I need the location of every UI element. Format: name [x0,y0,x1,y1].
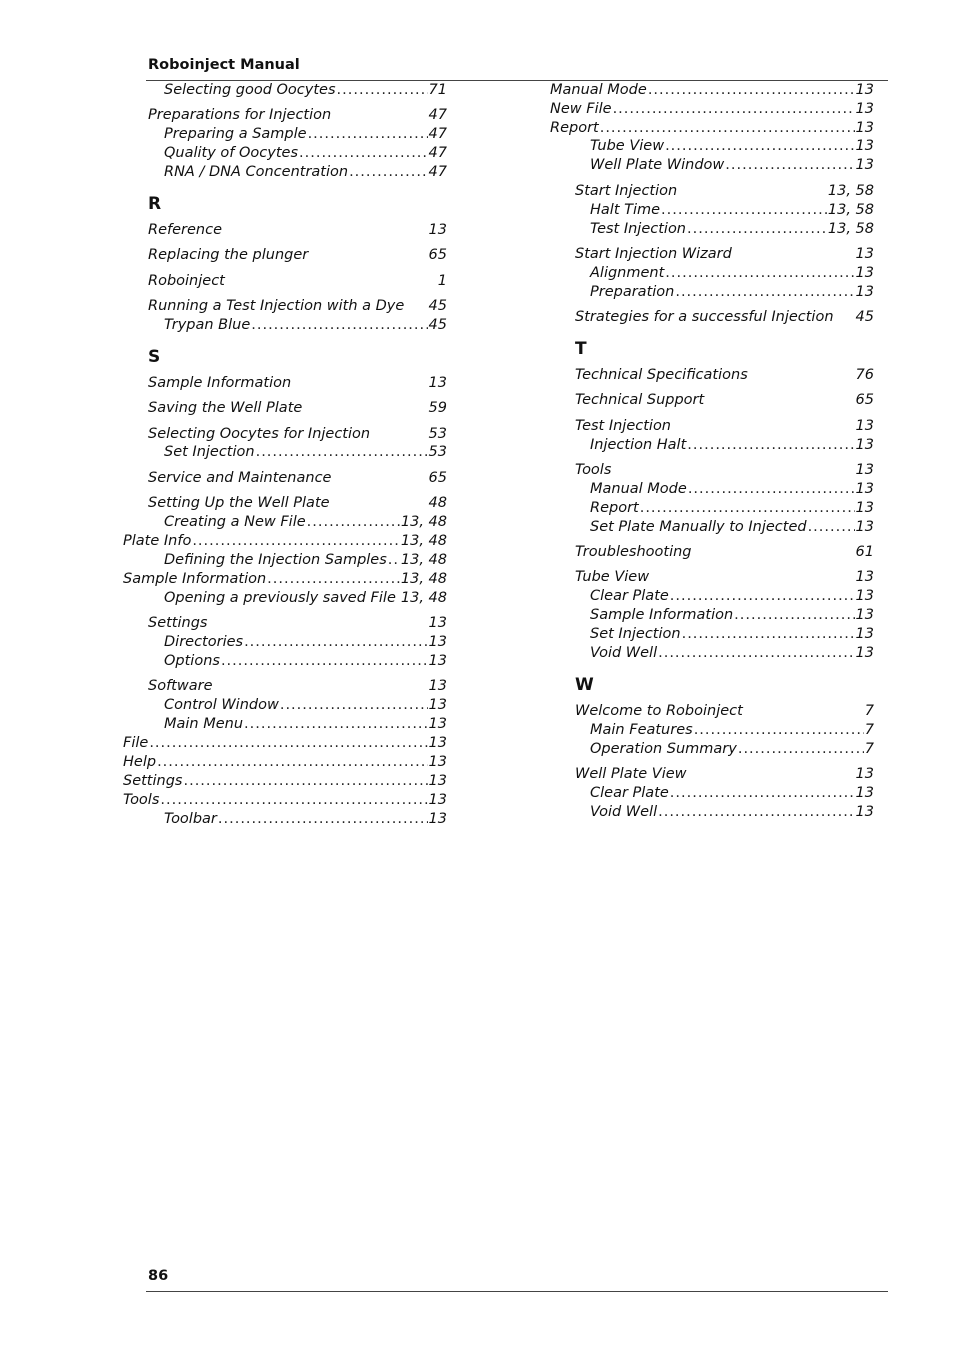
index-entry-set-plate-manually-to-injected [590,518,874,537]
index-entry-page: 65 [855,392,874,408]
index-entry-page: 13, 48 [400,533,447,549]
dot-leader [267,570,400,589]
dot-leader [725,156,854,175]
index-entry-tube-view [590,137,874,156]
dot-leader [665,264,854,283]
index-entry-manual-mode [590,480,874,499]
index-entry-label: Saving the Well Plate [148,400,303,416]
index-entry-label: Tube View [575,569,650,585]
index-entry-tools [575,461,874,480]
dot-leader [256,443,428,462]
index-entry-defining-the-injection-samples [164,551,447,570]
index-entry-injection-halt [590,436,874,455]
dot-leader [221,652,428,671]
index-entry-well-plate-window [590,156,874,175]
index-entry-label: Roboinject [148,273,225,289]
index-entry-label: Well Plate Window [590,157,725,173]
index-entry-page: 13, 58 [827,202,874,218]
index-entry-page: 13 [855,462,874,478]
index-entry-saving-the-well-plate [148,399,447,418]
index-entry-start-injection-wizard [575,245,874,264]
index-entry-page: 13 [855,101,874,117]
dot-leader [658,803,854,822]
dot-leader [337,81,428,100]
index-entry-label: Settings [123,773,183,789]
index-entry-label: Preparations for Injection [148,107,332,123]
index-entry-well-plate-view [575,765,874,784]
index-entry-page: 13, 48 [400,552,447,568]
dot-leader [665,137,854,156]
index-entry-page: 13 [855,481,874,497]
index-entry-page: 76 [855,367,874,383]
dot-leader [600,119,855,138]
index-entry-label: Tube View [590,138,665,154]
index-entry-label: Creating a New File [164,514,306,530]
dot-leader [661,201,827,220]
index-entry-main-features [590,721,874,740]
dot-leader [648,81,855,100]
index-entry-label: Opening a previously saved File [164,590,396,606]
dot-leader [613,100,855,119]
index-entry-page: 13 [855,138,874,154]
index-entry-alignment [590,264,874,283]
index-letter-heading: R [148,194,162,214]
index-entry-label: Replacing the plunger [148,247,309,263]
index-letter-heading: T [575,339,587,359]
dot-leader [734,606,854,625]
index-entry-start-injection [575,182,874,201]
index-entry-page: 13 [428,653,447,669]
index-entry-technical-specifications [575,366,874,385]
index-entry-page: 13 [855,519,874,535]
index-entry-directories [164,633,447,652]
index-entry-page: 13 [855,785,874,801]
index-entry-new-file [550,100,874,119]
dot-leader [307,513,400,532]
index-entry-report [590,499,874,518]
index-entry-page: 13, 48 [400,571,447,587]
dot-leader [682,625,855,644]
dot-leader [658,644,854,663]
index-entry-label: Test Injection [575,418,671,434]
index-entry-label: Main Features [590,722,693,738]
index-entry-label: Setting Up the Well Plate [148,495,330,511]
dot-leader [244,633,427,652]
index-entry-label: Sample Information [148,375,292,391]
dot-leader [160,791,427,810]
index-entry-page: 13 [855,766,874,782]
index-entry-creating-a-new-file [164,513,447,532]
page-number: 86 [148,1268,169,1284]
index-entry-file [123,734,447,753]
dot-leader [694,721,864,740]
index-entry-label: Alignment [590,265,665,281]
index-entry-label: Plate Info [123,533,192,549]
dot-leader [675,283,854,302]
index-entry-preparation [590,283,874,302]
index-entry-label: Preparing a Sample [164,126,307,142]
index-entry-page: 13 [428,811,447,827]
index-entry-label: Set Injection [590,626,681,642]
index-entry-page: 13 [428,634,447,650]
index-entry-page: 13 [855,569,874,585]
index-entry-page: 13 [855,804,874,820]
index-entry-page: 13 [428,735,447,751]
index-entry-page: 13 [428,754,447,770]
index-entry-label: Settings [148,615,208,631]
dot-leader [308,125,428,144]
index-entry-page: 13 [428,375,447,391]
index-entry-quality-of-oocytes [164,144,447,163]
dot-leader [687,436,854,455]
index-entry-page: 13, 58 [827,221,874,237]
index-entry-report [550,119,874,138]
index-entry-page: 13 [855,246,874,262]
index-entry-page: 13 [855,265,874,281]
index-entry-welcome-to-roboinject [575,702,874,721]
index-entry-label: Clear Plate [590,785,669,801]
index-entry-label: Options [164,653,220,669]
index-entry-page: 65 [428,247,447,263]
index-entry-page: 47 [428,145,447,161]
dot-leader [149,734,427,753]
index-entry-sample-information [590,606,874,625]
index-entry-setting-up-the-well-plate [148,494,447,513]
dot-leader [738,740,864,759]
index-entry-label: Halt Time [590,202,661,218]
index-entry-page: 47 [428,164,447,180]
dot-leader [687,220,827,239]
index-entry-plate-info [123,532,447,551]
index-entry-page: 13 [855,82,874,98]
index-entry-label: Injection Halt [590,437,687,453]
index-entry-label: Void Well [590,645,658,661]
index-entry-page: 45 [855,309,874,325]
index-entry-label: Defining the Injection Samples [164,552,387,568]
index-entry-technical-support [575,391,874,410]
dot-leader [808,518,855,537]
index-entry-selecting-oocytes-for-injection [148,425,447,444]
index-entry-sample-information [123,570,447,589]
index-entry-label: Trypan Blue [164,317,251,333]
index-entry-operation-summary [590,740,874,759]
index-entry-page: 13, 48 [400,590,447,606]
index-entry-label: Test Injection [590,221,686,237]
index-entry-software [148,677,447,696]
index-entry-page: 13 [855,645,874,661]
index-entry-page: 13, 58 [827,183,874,199]
index-entry-page: 45 [428,317,447,333]
index-entry-preparing-a-sample [164,125,447,144]
dot-leader [157,753,427,772]
index-entry-label: RNA / DNA Concentration [164,164,349,180]
dot-leader [349,163,427,182]
index-entry-page: 13 [855,626,874,642]
index-entry-label: Set Plate Manually to Injected [590,519,807,535]
index-entry-label: Toolbar [164,811,217,827]
index-entry-label: Troubleshooting [575,544,692,560]
index-entry-page: 59 [428,400,447,416]
index-entry-label: Start Injection [575,183,678,199]
index-entry-page: 13 [428,678,447,694]
index-entry-page: 53 [428,426,447,442]
dot-leader [670,784,855,803]
index-entry-label: Control Window [164,697,279,713]
index-entry-page: 13 [428,615,447,631]
index-entry-label: Manual Mode [550,82,647,98]
index-entry-page: 48 [428,495,447,511]
index-entry-page: 13 [428,222,447,238]
index-entry-preparations-for-injection [148,106,447,125]
index-entry-page: 7 [864,741,874,757]
index-entry-settings [123,772,447,791]
dot-leader [670,587,855,606]
dot-leader [244,715,428,734]
index-entry-page: 13 [855,500,874,516]
index-entry-page: 45 [428,298,447,314]
index-entry-page: 13, 48 [400,514,447,530]
index-entry-label: Report [590,500,639,516]
index-entry-label: Service and Maintenance [148,470,332,486]
index-entry-label: Welcome to Roboinject [575,703,743,719]
index-entry-label: Void Well [590,804,658,820]
index-entry-label: New File [550,101,612,117]
index-entry-halt-time [590,201,874,220]
index-entry-void-well [590,644,874,663]
index-entry-page: 53 [428,444,447,460]
index-entry-rna-dna-concentration [164,163,447,182]
index-entry-trypan-blue [164,316,447,335]
index-entry-page: 13 [855,284,874,300]
index-entry-page: 65 [428,470,447,486]
index-entry-page: 13 [428,697,447,713]
index-entry-label: Selecting good Oocytes [164,82,336,98]
index-entry-page: 13 [855,437,874,453]
index-entry-page: 13 [428,716,447,732]
dot-leader [251,316,427,335]
index-entry-label: Clear Plate [590,588,669,604]
index-entry-roboinject [148,272,447,291]
index-entry-label: Selecting Oocytes for Injection [148,426,371,442]
index-entry-page: 47 [428,126,447,142]
index-entry-page: 13 [855,157,874,173]
index-entry-page: 61 [855,544,874,560]
dot-leader [218,810,428,829]
dot-leader [388,551,400,570]
index-entry-clear-plate [590,784,874,803]
index-entry-page: 13 [855,120,874,136]
index-entry-label: Set Injection [164,444,255,460]
index-entry-main-menu [164,715,447,734]
index-entry-page: 7 [864,722,874,738]
index-entry-help [123,753,447,772]
index-entry-reference [148,221,447,240]
index-entry-page: 13 [855,418,874,434]
index-entry-set-injection [164,443,447,462]
index-entry-strategies-for-a-successful-injection [575,308,874,327]
dot-leader [640,499,855,518]
index-entry-replacing-the-plunger [148,246,447,265]
index-entry-page: 13 [428,773,447,789]
footer-divider [146,1291,888,1292]
index-entry-label: Quality of Oocytes [164,145,299,161]
index-entry-settings [148,614,447,633]
index-entry-selecting-good-oocytes [164,81,447,100]
index-entry-control-window [164,696,447,715]
index-entry-label: Directories [164,634,244,650]
index-entry-sample-information [148,374,447,393]
dot-leader [299,144,428,163]
index-entry-options [164,652,447,671]
dot-leader [688,480,855,499]
index-letter-heading: S [148,347,161,367]
index-entry-label: Technical Specifications [575,367,748,383]
index-entry-label: Strategies for a successful Injection [575,309,834,325]
index-entry-tools [123,791,447,810]
index-entry-troubleshooting [575,543,874,562]
index-entry-toolbar [164,810,447,829]
dot-leader [280,696,428,715]
index-entry-label: Well Plate View [575,766,687,782]
index-entry-page: 13 [428,792,447,808]
index-entry-void-well [590,803,874,822]
index-entry-label: Tools [575,462,612,478]
index-entry-label: Manual Mode [590,481,687,497]
index-entry-page: 13 [855,588,874,604]
page-header-title: Roboinject Manual [148,57,300,73]
index-entry-page: 1 [437,273,447,289]
index-entry-service-and-maintenance [148,469,447,488]
index-entry-set-injection [590,625,874,644]
index-entry-label: Tools [123,792,160,808]
index-entry-page: 7 [864,703,874,719]
index-entry-label: Operation Summary [590,741,737,757]
index-entry-manual-mode [550,81,874,100]
index-entry-label: Help [123,754,157,770]
index-entry-page: 47 [428,107,447,123]
index-entry-tube-view [575,568,874,587]
index-entry-label: Start Injection Wizard [575,246,732,262]
index-entry-running-a-test-injection-with-a-dye [148,297,447,316]
index-entry-opening-a-previously-saved-file [164,589,447,608]
dot-leader [192,532,400,551]
index-entry-label: Report [550,120,599,136]
index-entry-page: 71 [428,82,447,98]
index-entry-label: Technical Support [575,392,705,408]
index-entry-test-injection [575,417,874,436]
index-entry-page: 13 [855,607,874,623]
index-entry-label: Main Menu [164,716,244,732]
dot-leader [183,772,427,791]
index-entry-label: Reference [148,222,222,238]
index-entry-label: Sample Information [590,607,734,623]
index-entry-label: Running a Test Injection with a Dye [148,298,405,314]
index-entry-label: Software [148,678,213,694]
index-letter-heading: W [575,675,594,695]
index-entry-label: Preparation [590,284,675,300]
index-entry-test-injection [590,220,874,239]
index-entry-label: File [123,735,149,751]
index-entry-label: Sample Information [123,571,267,587]
index-entry-clear-plate [590,587,874,606]
